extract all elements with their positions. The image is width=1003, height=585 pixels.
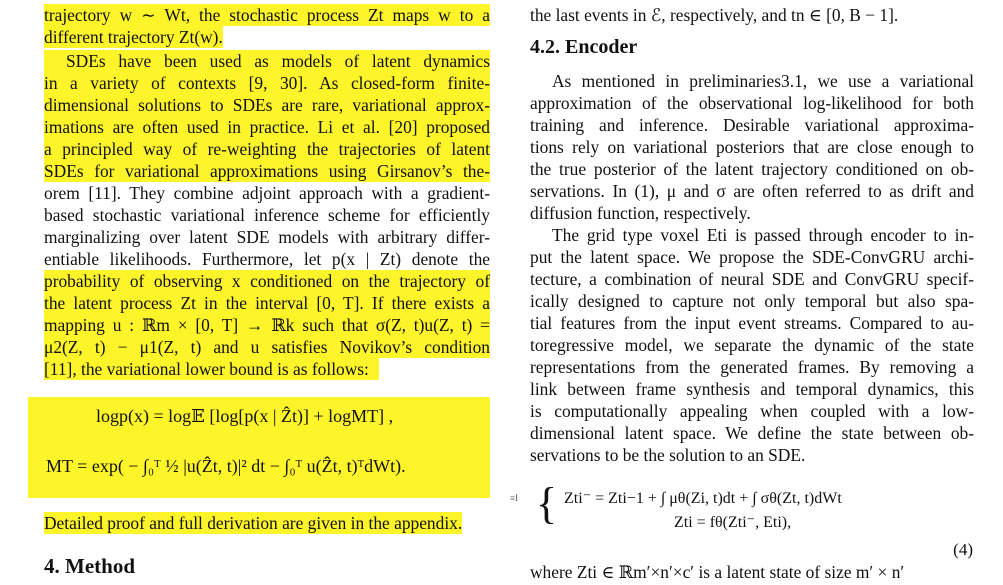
text-line: SDEs have been used as models of latent dynamics [44, 50, 490, 72]
text-line: ically designed to capture not only temporal but also spa- [530, 291, 974, 311]
text-line: As mentioned in preliminaries3.1, we use a variational [552, 71, 974, 91]
text-line: representations from the generated frames. By removing a [530, 357, 974, 377]
brace-icon: { [536, 479, 558, 528]
text-line: the last events in ℰ, respectively, and tn ∈ [0, B − 1]. [530, 5, 899, 25]
text-line: put the latent space. We propose the SDE-ConvGRU archi- [530, 247, 974, 267]
equation-number: (4) [953, 540, 973, 559]
margin-mark: ≡I [510, 493, 519, 503]
text-line: where Zti ∈ ℝm′×n′×c′ is a latent state of size m′ × n′ [530, 562, 905, 582]
text-line: in a variety of contexts [9, 30]. As closed-form finite- [44, 73, 490, 93]
proof-note: Detailed proof and full derivation are given in the appendix. [44, 513, 463, 533]
text-line: training and inference. Desirable variational approxima- [530, 115, 974, 135]
text-line: tecture, a combination of neural SDE and ConvGRU specif- [530, 269, 974, 289]
text-line: diffusion function, respectively. [530, 203, 751, 223]
text-line: toregressive model, we separate the dynamic of the state [530, 335, 974, 355]
text-line: link between frame synthesis and temporal dynamics, this [530, 379, 974, 399]
text-line: tions rely on variational posteriors that are close enough to [530, 137, 974, 157]
text-line: tial features from the input event streams. Compared to au- [530, 313, 974, 333]
text-line: dimensional latent space. We define the state between ob- [530, 423, 974, 443]
text-line: imations are often used in practice. Li et al. [20] proposed [44, 117, 490, 137]
text-line: dimensional solutions to SDEs are rare, variational approx- [44, 95, 490, 115]
text-line: approximation of the observational log-likelihood for both [530, 93, 974, 113]
text-line: SDEs for variational approximations using Girsanov’s the- [44, 161, 490, 181]
sde-line-1: Zti⁻ = Zti−1 + ∫ μθ(Zi, t)dt + ∫ σθ(Zt, t)dWt [564, 490, 842, 507]
text-line: different trajectory Zt(w). [44, 27, 223, 47]
section-heading-encoder: 4.2. Encoder [530, 36, 638, 58]
text-line: orem [11]. They combine adjoint approach with a gradient- [44, 183, 490, 203]
section-heading-method: 4. Method [44, 554, 135, 578]
equation-lower-bound: logp(x) = log𝔼 [log[p(x | Ẑt)] + logMT] , [96, 406, 394, 426]
text-line: the true posterior of the latent trajectory conditioned on ob- [530, 159, 974, 179]
text-line: The grid type voxel Eti is passed through encoder to in- [552, 225, 974, 245]
text-line: the latent process Zt in the interval [0, T]. If there exists a [44, 293, 490, 313]
text-line: probability of observing x conditioned on the trajectory of [44, 271, 490, 291]
text-line: μ2(Z, t) − μ1(Z, t) and u satisfies Novikov’s condition [44, 337, 490, 357]
text-line: a principled way of re-weighting the trajectories of latent [44, 139, 490, 159]
equation-mt: MT = exp( − ∫₀ᵀ ½ |u(Ẑt, t)|² dt − ∫₀ᵀ u(Ẑt, t)ᵀdWt). [46, 456, 406, 476]
text-line: entiable likelihoods. Furthermore, let p(x | Zt) denote the [44, 249, 490, 269]
text-line: marginalizing over latent SDE models with arbitrary differ- [44, 227, 490, 247]
sde-line-2: Zti = fθ(Zti⁻, Eti), [674, 514, 792, 531]
text-line: servations to be the solution to an SDE. [530, 445, 806, 465]
text-line: mapping u : ℝm × [0, T] → ℝk such that σ(Z, t)u(Z, t) = [44, 315, 490, 335]
text-line: is computationally appealing when coupled with a low- [530, 401, 974, 421]
text-line: trajectory w ∼ Wt, the stochastic process Zt maps w to a [44, 5, 490, 25]
text-line: [11], the variational lower bound is as follows: [44, 358, 379, 380]
text-line: based stochastic variational inference scheme for efficiently [44, 205, 490, 225]
text-line: servations. In (1), μ and σ are often referred to as drift and [530, 181, 974, 201]
